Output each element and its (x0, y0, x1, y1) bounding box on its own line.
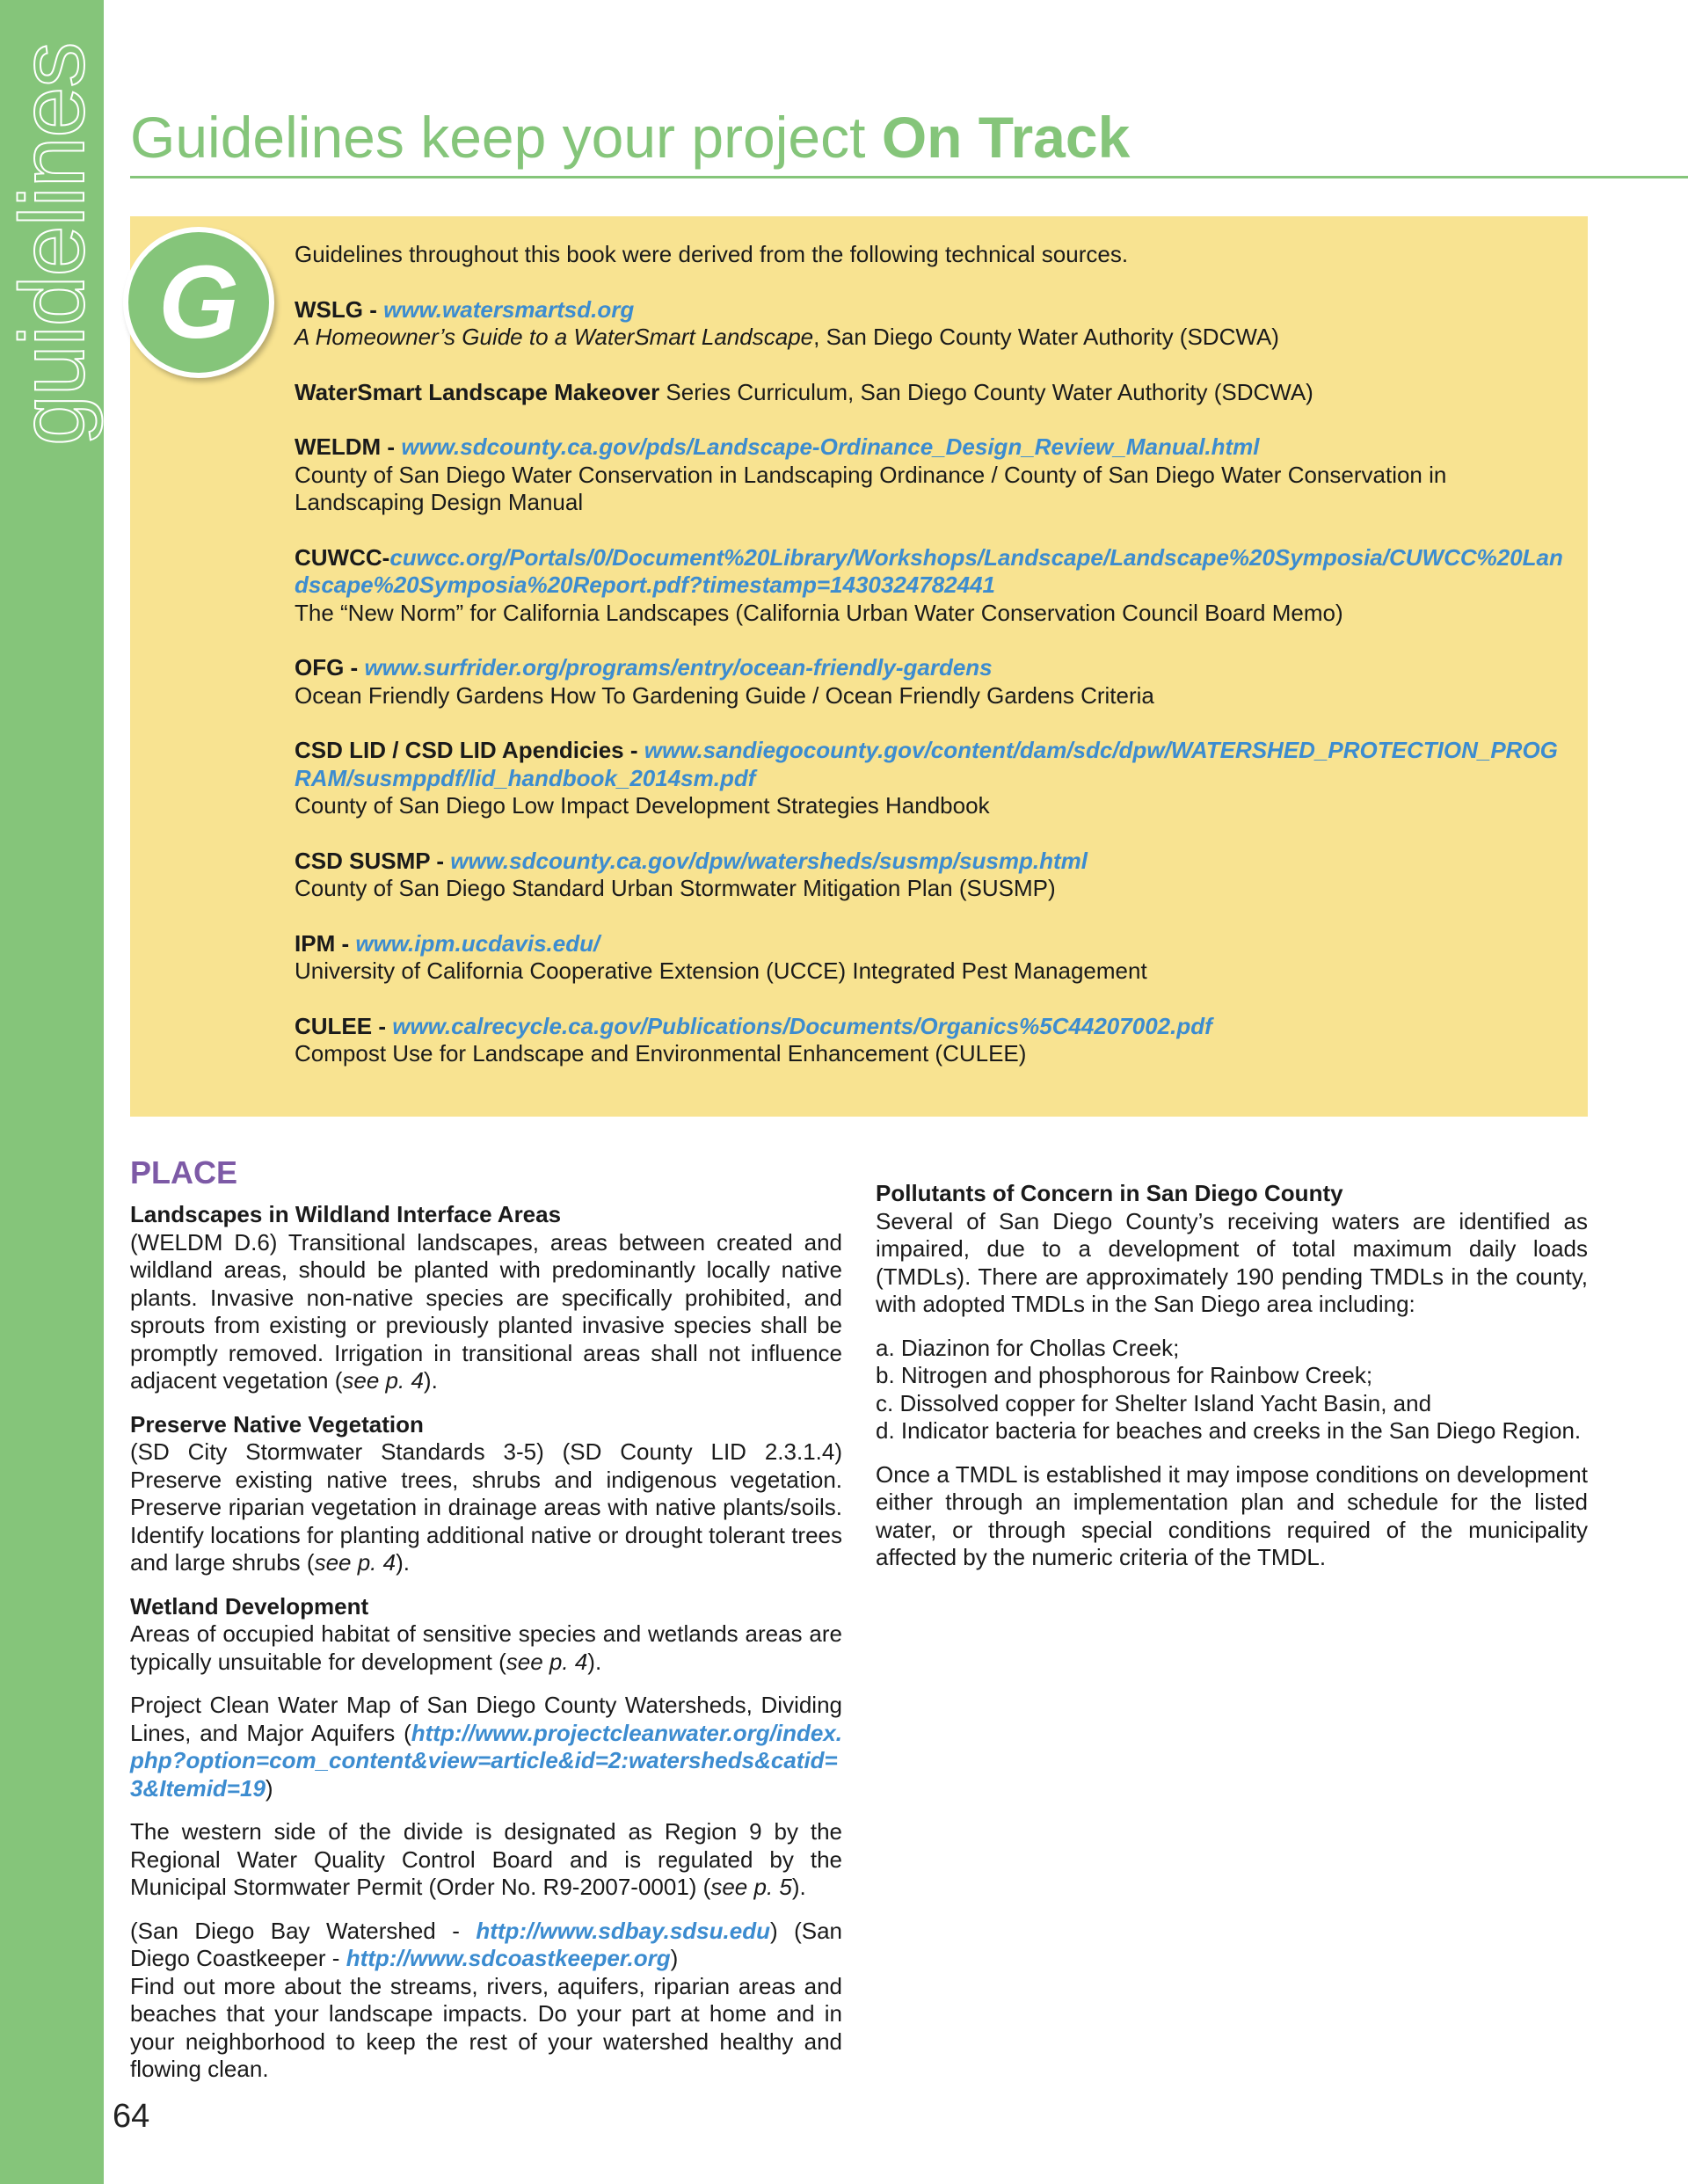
pollutants-closing: Once a TMDL is established it may impose conditions on development either through an implementation plan and schedule for the listed water, or through special conditions required of the municipality affected by the numeric criteria of the TMDL. (876, 1460, 1588, 1570)
subheading-pollutants: Pollutants of Concern in San Diego County (876, 1180, 1343, 1206)
source-link[interactable]: www.sdcounty.ca.gov/dpw/watersheds/susmp/susmp.html (450, 847, 1088, 874)
source-code: WELDM - (295, 433, 402, 460)
page-ref: see p. 4 (506, 1648, 588, 1675)
subheading: Preserve Native Vegetation (130, 1410, 424, 1438)
sources-list (295, 241, 1571, 1096)
source-desc: Series Curriculum, San Diego County Water Authority (SDCWA) (659, 378, 1313, 405)
section-heading-place: PLACE (130, 1154, 238, 1190)
source-code: IPM - (295, 929, 356, 957)
source-cuwcc (295, 544, 1571, 628)
left-column (130, 1154, 842, 2100)
coastkeeper-link[interactable]: http://www.sdcoastkeeper.org (346, 1945, 671, 1971)
source-link[interactable]: www.watersmartsd.org (383, 295, 635, 323)
source-weldm (295, 433, 1571, 517)
body-text-end: ). (791, 1874, 806, 1900)
source-culee (295, 1013, 1571, 1068)
body-text-end: ). (423, 1367, 438, 1394)
body-text: (WELDM D.6) Transitional landscapes, areas between created and wildland areas, should be planted with predominantly locally native plants. Invasive non-native species are specifically prohibited, and sprouts from existing or previously planted invasive species shall be promptly removed. Irrigation in transitional areas shall not influence adjacent vegetation ( (130, 1228, 842, 1394)
source-desc: County of San Diego Low Impact Development Strategies Handbook (295, 792, 990, 819)
tmdl-list (876, 1335, 1588, 1445)
source-code: CSD SUSMP - (295, 847, 451, 874)
source-code: WSLG - (295, 295, 384, 323)
body-text: ) (San Diego Coastkeeper - (130, 1917, 842, 1971)
list-item: d. Indicator bacteria for beaches and creeks in the San Diego Region. (876, 1417, 1582, 1444)
page-title (130, 104, 1130, 171)
source-desc: , San Diego County Water Authority (SDCWA) (813, 324, 1279, 350)
source-desc: Ocean Friendly Gardens How To Gardening Guide / Ocean Friendly Gardens Criteria (295, 681, 1154, 709)
list-item: c. Dissolved copper for Shelter Island Yacht Basin, and (876, 1389, 1432, 1416)
body-text: Project Clean Water Map of San Diego County Watersheds, Dividing Lines, and Major Aquifers ( (130, 1692, 842, 1746)
watershed-map-link[interactable]: http://www.projectcleanwater.org/index.php?option=com_content&view=article&id=2:watersheds&catid=3&Itemid=19 (130, 1719, 842, 1802)
sidebar-band (0, 0, 104, 2184)
source-desc: Compost Use for Landscape and Environmental Enhancement (CULEE) (295, 1040, 1027, 1067)
body-text: (SD City Stormwater Standards 3-5) (SD County LID 2.3.1.4) Preserve existing native trees, shrubs and indigenous vegetation. Preserve riparian vegetation in drainage areas with native plants/soils. Identify locations for planting additional native or drought tolerant trees and large shrubs ( (130, 1438, 842, 1576)
source-desc: County of San Diego Standard Urban Stormwater Mitigation Plan (SUSMP) (295, 875, 1056, 901)
body-text: Areas of occupied habitat of sensitive species and wetlands areas are typically unsuitable for development ( (130, 1620, 842, 1675)
body-text-end: ). (396, 1549, 410, 1576)
right-column (876, 1180, 1588, 1588)
source-code: CULEE - (295, 1012, 393, 1039)
body-text-end: ) (265, 1774, 273, 1802)
page-ref: see p. 4 (342, 1367, 424, 1394)
body-text: ) (670, 1945, 679, 1971)
source-code: OFG - (295, 654, 365, 681)
page-ref: see p. 5 (710, 1874, 792, 1900)
source-link[interactable]: cuwcc.org/Portals/0/Document%20Library/Workshops/Landscape/Landscape%20Symposia/CUWCC%20Landscape%20Symposia%20Report.pdf?timestamp=1430324782441 (295, 543, 1563, 598)
source-code: CSD LID / CSD LID Apendicies - (295, 737, 644, 763)
source-ipm (295, 930, 1571, 986)
title-rule (130, 176, 1688, 178)
g-badge-icon: G (123, 227, 274, 378)
sdbay-link[interactable]: http://www.sdbay.sdsu.edu (476, 1917, 770, 1944)
pollutants-intro: Several of San Diego County’s receiving waters are identified as impaired, due to a development of total maximum daily loads (TMDLs). There are approximately 190 pending TMDLs in the county, with adopted TMDLs in the San Diego area including: (876, 1207, 1588, 1317)
sources-intro: Guidelines throughout this book were derived from the following technical sources. (295, 241, 1129, 267)
source-code: WaterSmart Landscape Makeover (295, 378, 660, 405)
source-ofg (295, 654, 1571, 710)
page-number: 64 (113, 2098, 150, 2135)
source-desc-italic: A Homeowner’s Guide to a WaterSmart Landscape (295, 324, 814, 350)
source-susmp (295, 848, 1571, 903)
subheading: Wetland Development (130, 1592, 369, 1620)
source-link[interactable]: www.surfrider.org/programs/entry/ocean-friendly-gardens (364, 654, 993, 681)
list-item: a. Diazinon for Chollas Creek; (876, 1334, 1180, 1361)
paragraph-clean-water-map (130, 1692, 842, 1802)
title-bold: On Track (881, 105, 1131, 170)
list-item: b. Nitrogen and phosphorous for Rainbow Creek; (876, 1362, 1373, 1388)
source-link[interactable]: www.sandiegocounty.gov/content/dam/sdc/dpw/WATERSHED_PROTECTION_PROGRAM/susmppdf/lid_handbook_2014sm.pdf (295, 737, 1558, 791)
source-wslg (295, 296, 1571, 352)
body-text: Find out more about the streams, rivers, aquifers, riparian areas and beaches that your landscape impacts. Do your part at home and in your neighborhood to keep the rest of your watershed healthy and flowing clean. (130, 1972, 842, 2082)
paragraph-region-9 (130, 1818, 842, 1902)
source-link[interactable]: www.ipm.ucdavis.edu/ (355, 929, 600, 957)
section-preserve-native (130, 1411, 842, 1577)
source-link[interactable]: www.sdcounty.ca.gov/pds/Landscape-Ordinance_Design_Review_Manual.html (401, 433, 1260, 460)
source-desc: The “New Norm” for California Landscapes (California Urban Water Conservation Council Board Memo) (295, 599, 1343, 626)
subheading: Landscapes in Wildland Interface Areas (130, 1201, 562, 1227)
section-wetland (130, 1593, 842, 1677)
source-desc: County of San Diego Water Conservation in Landscaping Ordinance / County of San Diego Water Conservation in Landscaping Design Manual (295, 461, 1447, 515)
section-wildland (130, 1201, 842, 1395)
sidebar-word: guidelines (2, 42, 104, 446)
body-text: The western side of the divide is designated as Region 9 by the Regional Water Quality Control Board and is regulated by the Municipal Stormwater Permit (Order No. R9-2007-0001) ( (130, 1818, 842, 1900)
source-csd-lid (295, 737, 1571, 820)
source-makeover (295, 379, 1571, 407)
paragraph-watershed-links (130, 1918, 842, 2084)
body-text-end: ). (587, 1648, 602, 1675)
source-link[interactable]: www.calrecycle.ca.gov/Publications/Documents/Organics%5C44207002.pdf (392, 1012, 1212, 1039)
page-ref: see p. 4 (314, 1549, 397, 1576)
title-light: Guidelines keep your project (130, 105, 882, 170)
body-text: (San Diego Bay Watershed - (130, 1917, 477, 1944)
source-code: CUWCC- (295, 543, 390, 571)
source-desc: University of California Cooperative Extension (UCCE) Integrated Pest Management (295, 957, 1147, 984)
